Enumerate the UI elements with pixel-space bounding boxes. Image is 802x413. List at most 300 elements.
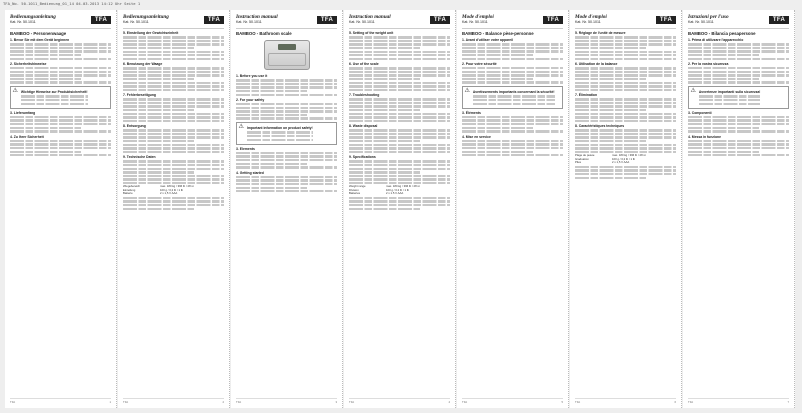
section-heading: 4. Messa in funzione (688, 134, 721, 139)
text-line (247, 139, 313, 141)
text-line (575, 120, 676, 122)
text-line (349, 178, 450, 180)
footer-brand: TFA (688, 400, 694, 404)
section-heading: 2. For your safety (236, 97, 265, 102)
text-line (688, 154, 789, 156)
article-number: Kat. Nr. 50.1011 (123, 20, 149, 24)
spec-value: max. 180 kg / 396 lb / 28 st (612, 153, 646, 158)
section-heading: 7. Troubleshooting (349, 93, 380, 98)
text-line (123, 168, 224, 170)
footer-brand: TFA (575, 400, 581, 404)
page-footer (462, 398, 563, 404)
text-line (349, 85, 450, 87)
warning-heading: Avertissements importants concernant la sécurité! (472, 90, 555, 95)
warning-text (247, 124, 313, 142)
page-title: Bedienungsanleitung (123, 14, 169, 20)
text-line (575, 47, 646, 49)
text-line (349, 164, 450, 166)
text-line (349, 109, 420, 111)
text-line (349, 113, 450, 115)
text-line (462, 71, 563, 73)
text-line (21, 103, 88, 105)
section-heading: 2. Sicherheitshinweise (10, 61, 47, 66)
text-line (575, 129, 676, 131)
text-line (236, 159, 337, 161)
text-line (575, 169, 676, 171)
text-line (473, 99, 555, 101)
text-line (349, 71, 450, 73)
text-line (575, 116, 676, 118)
spec-row (575, 161, 676, 164)
text-line (462, 154, 563, 156)
text-line (123, 144, 224, 146)
text-line (236, 83, 337, 85)
product-title: BAMBOO - Bilancia pesapersone (688, 31, 756, 36)
spec-label: Weight range (349, 184, 366, 189)
text-line (236, 155, 337, 157)
brand-logo: TFA (204, 16, 224, 24)
text-line (123, 120, 224, 122)
warning-box (10, 86, 111, 109)
text-line (688, 143, 789, 145)
article-number: Kat. Nr. 50.1011 (349, 20, 375, 24)
text-line (236, 187, 307, 189)
warning-icon: ⚠ (238, 124, 244, 131)
spec-value: 100 g / 0.2 lb / 1 lb (386, 187, 410, 192)
scale-plate (268, 53, 306, 66)
page-header (236, 15, 337, 29)
brand-logo: TFA (656, 16, 676, 24)
text-line (236, 166, 337, 168)
text-line (247, 135, 313, 137)
text-line (349, 120, 450, 122)
brand-logo: TFA (430, 16, 450, 24)
text-line (462, 78, 533, 80)
warning-icon: ⚠ (12, 88, 18, 95)
page-header (462, 15, 563, 29)
brand-logo: TFA (543, 16, 563, 24)
section-heading: 4. Mise en service (462, 134, 491, 139)
text-line (10, 130, 111, 132)
text-line (236, 110, 337, 112)
text-line (688, 140, 789, 142)
text-line (575, 147, 676, 149)
text-line (473, 95, 555, 97)
section-heading: 7. Élimination (575, 93, 598, 98)
page-header (10, 15, 111, 29)
spec-label: Plage de pesée (575, 153, 595, 158)
text-line (123, 197, 224, 199)
text-line (236, 176, 337, 178)
text-line (575, 82, 676, 84)
text-line (349, 129, 450, 131)
text-line (10, 50, 111, 52)
section-heading: 4. Getting started (236, 170, 264, 175)
print-header: TFA_No. 50.1011_Bedienung_01_14 04.03.2013 14:12 Uhr Seite 1 (3, 1, 141, 6)
text-line (349, 171, 420, 173)
section-heading: 8. Waste disposal (349, 124, 378, 129)
text-line (462, 143, 563, 145)
text-line (575, 58, 676, 60)
text-line (575, 40, 676, 42)
spec-value: max. 180 kg / 396 lb / 28 st (160, 184, 194, 189)
manual-page (683, 10, 795, 408)
warning-box (688, 86, 789, 109)
text-line (575, 54, 676, 56)
text-line (123, 129, 224, 131)
footer-brand: TFA (349, 400, 355, 404)
text-line (349, 204, 450, 206)
text-line (349, 102, 450, 104)
text-line (462, 119, 563, 121)
section-heading: 5. Einstellung der Gewichtseinheit (123, 31, 179, 35)
article-number: Kat. Nr. 50.1011 (236, 20, 262, 24)
section-heading: 7. Fehlerbeseitigung (123, 93, 156, 98)
footer-brand: TFA (236, 400, 242, 404)
text-line (349, 140, 420, 142)
text-line (462, 151, 533, 153)
text-line (688, 67, 789, 69)
text-line (349, 54, 450, 56)
page-header (575, 15, 676, 29)
text-line (123, 133, 224, 135)
spec-row (349, 192, 450, 195)
text-line (462, 74, 563, 76)
section-heading: 9. Specifications (349, 155, 376, 160)
text-line (123, 71, 224, 73)
text-line (462, 67, 563, 69)
text-line (688, 50, 789, 52)
text-line (10, 147, 111, 149)
warning-heading: Important information on product safety! (246, 126, 313, 131)
text-line (349, 147, 450, 149)
text-line (462, 130, 563, 132)
brand-logo: TFA (317, 16, 337, 24)
text-line (123, 47, 194, 49)
text-line (123, 182, 224, 184)
text-line (349, 40, 450, 42)
text-line (462, 140, 563, 142)
text-line (462, 116, 563, 118)
text-line (123, 85, 224, 87)
text-line (349, 168, 450, 170)
text-line (349, 67, 450, 69)
text-line (236, 107, 337, 109)
brand-logo: TFA (91, 16, 111, 24)
section-heading: 3. Lieferumfang (10, 110, 36, 115)
spec-label: Division (349, 187, 359, 192)
text-line (688, 127, 759, 129)
text-line (575, 89, 676, 91)
text-line (349, 151, 450, 153)
brand-logo: TFA (769, 16, 789, 24)
section-heading: 4. Zu Ihrer Sicherheit (10, 134, 44, 139)
text-line (123, 98, 224, 100)
text-line (688, 78, 759, 80)
text-line (349, 82, 450, 84)
text-line (349, 74, 450, 76)
text-line (349, 160, 450, 162)
text-line (123, 109, 194, 111)
page-footer (688, 398, 789, 404)
text-line (462, 54, 533, 56)
page-title: Mode d'emploi (575, 14, 607, 20)
spec-value: 2 x 1.5 V AAA (386, 191, 404, 196)
text-line (10, 127, 81, 129)
text-line (575, 78, 646, 80)
page-footer (236, 398, 337, 404)
section-heading: 6. Benutzung der Waage (123, 62, 163, 67)
text-line (349, 144, 450, 146)
spec-value: max. 180 kg / 396 lb / 28 st (386, 184, 420, 189)
text-line (236, 190, 337, 192)
text-line (349, 182, 450, 184)
warning-text (21, 88, 88, 106)
text-line (236, 183, 337, 185)
text-line (236, 79, 337, 81)
text-line (575, 71, 676, 73)
text-line (123, 136, 224, 138)
text-line (10, 140, 111, 142)
text-line (123, 67, 224, 69)
page-footer (10, 398, 111, 404)
section-heading: 2. Per la vostra sicurezza (688, 61, 729, 66)
text-line (688, 151, 759, 153)
text-line (123, 178, 224, 180)
text-line (462, 81, 563, 83)
section-heading: 1. Before you use it (236, 74, 268, 78)
text-line (349, 36, 450, 38)
text-line (688, 58, 789, 60)
text-line (10, 78, 81, 80)
section-heading: 3. Elements (236, 146, 255, 151)
text-line (123, 102, 224, 104)
spec-value: 2 x 1,5 V AAA (160, 191, 178, 196)
text-line (123, 140, 194, 142)
text-line (123, 58, 224, 60)
text-line (123, 200, 224, 202)
section-heading: 9. Technische Daten (123, 155, 156, 160)
scale-illustration (264, 40, 310, 70)
manual-page (457, 10, 569, 408)
text-line (575, 177, 646, 179)
spec-label: Graduation (575, 156, 589, 161)
product-title: BAMBOO - Bathroom scale (236, 31, 292, 36)
text-line (21, 99, 88, 101)
text-line (462, 50, 563, 52)
text-line (10, 154, 111, 156)
text-line (349, 78, 420, 80)
text-line (688, 81, 789, 83)
text-line (10, 143, 111, 145)
text-line (123, 51, 224, 53)
text-line (123, 89, 224, 91)
section-heading: 1. Prima di utilizzare l'apparecchio (688, 38, 744, 42)
manual-page (570, 10, 682, 408)
text-line (349, 43, 450, 45)
text-line (473, 103, 555, 105)
text-line (349, 98, 450, 100)
text-line (123, 78, 194, 80)
text-line (575, 105, 676, 107)
warning-text (699, 88, 761, 106)
page-footer (575, 398, 676, 404)
page-number: 6 (674, 400, 676, 404)
text-line (575, 173, 676, 175)
text-line (236, 86, 337, 88)
text-line (575, 102, 676, 104)
text-line (236, 103, 337, 105)
text-line (575, 43, 676, 45)
text-line (462, 58, 563, 60)
text-line (688, 123, 789, 125)
text-line (575, 85, 676, 87)
text-line (123, 204, 224, 206)
text-line (349, 175, 450, 177)
page-title: Bedienungsanleitung (10, 14, 56, 20)
text-line (575, 136, 676, 138)
text-line (247, 131, 313, 133)
text-line (10, 151, 81, 153)
text-line (575, 151, 676, 153)
text-line (123, 113, 224, 115)
text-line (123, 54, 224, 56)
text-line (10, 58, 111, 60)
text-line (236, 117, 337, 119)
text-line (462, 147, 563, 149)
manual-page (118, 10, 230, 408)
text-line (688, 74, 789, 76)
footer-brand: TFA (462, 400, 468, 404)
text-line (688, 116, 789, 118)
page-number: 5 (561, 400, 563, 404)
text-line (123, 208, 194, 210)
text-line (575, 36, 676, 38)
warning-heading: Wichtige Hinweise zur Produktsicherheit! (20, 90, 88, 95)
text-line (349, 136, 450, 138)
section-heading: 3. Éléments (462, 110, 481, 115)
text-line (123, 116, 224, 118)
page-title: Mode d'emploi (462, 14, 494, 20)
text-line (688, 43, 789, 45)
text-line (236, 163, 307, 165)
text-line (575, 133, 676, 135)
footer-brand: TFA (10, 400, 16, 404)
warning-box (236, 122, 337, 145)
section-heading: 5. Setting of the weight unit (349, 31, 394, 35)
manual-page (344, 10, 456, 408)
text-line (349, 58, 450, 60)
section-heading: 6. Use of the scale (349, 62, 379, 67)
section-heading: 1. Bevor Sie mit dem Gerät beginnen (10, 38, 70, 42)
text-line (575, 109, 646, 111)
spec-value: 100 g / 0,2 lb / 1 lb (160, 187, 184, 192)
page-header (349, 15, 450, 29)
text-line (699, 95, 761, 97)
scale-display (278, 44, 296, 50)
text-line (575, 140, 646, 142)
text-line (462, 127, 533, 129)
text-line (688, 130, 789, 132)
section-heading: 3. Componenti (688, 110, 712, 115)
text-line (10, 81, 111, 83)
text-line (349, 200, 450, 202)
text-line (123, 147, 224, 149)
spec-label: Einteilung (123, 187, 136, 192)
spec-row (123, 192, 224, 195)
warning-box (462, 86, 563, 109)
spec-value: 100 g / 0,2 lb / 1 lb (612, 156, 636, 161)
text-line (699, 103, 761, 105)
text-line (462, 123, 563, 125)
text-line (123, 175, 224, 177)
text-line (462, 43, 563, 45)
section-heading: 2. Pour votre sécurité (462, 61, 497, 66)
text-line (123, 36, 224, 38)
manual-page (5, 10, 117, 408)
text-line (236, 90, 307, 92)
spec-value: 2 x 1,5 V AAA (612, 160, 630, 165)
text-line (699, 99, 761, 101)
product-title: BAMBOO - Balance pèse-personne (462, 31, 534, 36)
text-line (123, 164, 224, 166)
text-line (349, 47, 420, 49)
manual-page (231, 10, 343, 408)
text-line (575, 74, 676, 76)
article-number: Kat. Nr. 50.1011 (688, 20, 714, 24)
article-number: Kat. Nr. 50.1011 (462, 20, 488, 24)
text-line (688, 47, 789, 49)
page-number: 7 (787, 400, 789, 404)
text-line (123, 105, 224, 107)
text-line (349, 133, 450, 135)
section-heading: 8. Caractéristiques techniques (575, 124, 625, 129)
footer-brand: TFA (123, 400, 129, 404)
text-line (575, 67, 676, 69)
text-line (123, 82, 224, 84)
text-line (349, 116, 450, 118)
text-line (575, 166, 676, 168)
article-number: Kat. Nr. 50.1011 (575, 20, 601, 24)
text-line (349, 105, 450, 107)
text-line (688, 54, 759, 56)
text-line (123, 74, 224, 76)
spec-label: Batterie (123, 191, 133, 196)
warning-icon: ⚠ (464, 88, 470, 95)
text-line (575, 51, 676, 53)
text-line (10, 71, 111, 73)
text-line (123, 40, 224, 42)
text-line (123, 171, 194, 173)
section-heading: 6. Utilisation de la balance (575, 62, 618, 67)
page-number: 3 (335, 400, 337, 404)
text-line (236, 152, 337, 154)
article-number: Kat. Nr. 50.1011 (10, 20, 36, 24)
warning-text (473, 88, 555, 106)
warning-heading: Avvertenze importanti sulla sicurezza! (698, 90, 761, 95)
text-line (688, 119, 789, 121)
text-line (10, 123, 111, 125)
section-heading: 8. Entsorgung (123, 124, 146, 129)
text-line (10, 43, 111, 45)
text-line (688, 147, 789, 149)
text-line (10, 116, 111, 118)
text-line (123, 151, 224, 153)
spec-label: Piles (575, 160, 582, 165)
text-line (575, 113, 676, 115)
text-line (575, 144, 676, 146)
text-line (10, 119, 111, 121)
